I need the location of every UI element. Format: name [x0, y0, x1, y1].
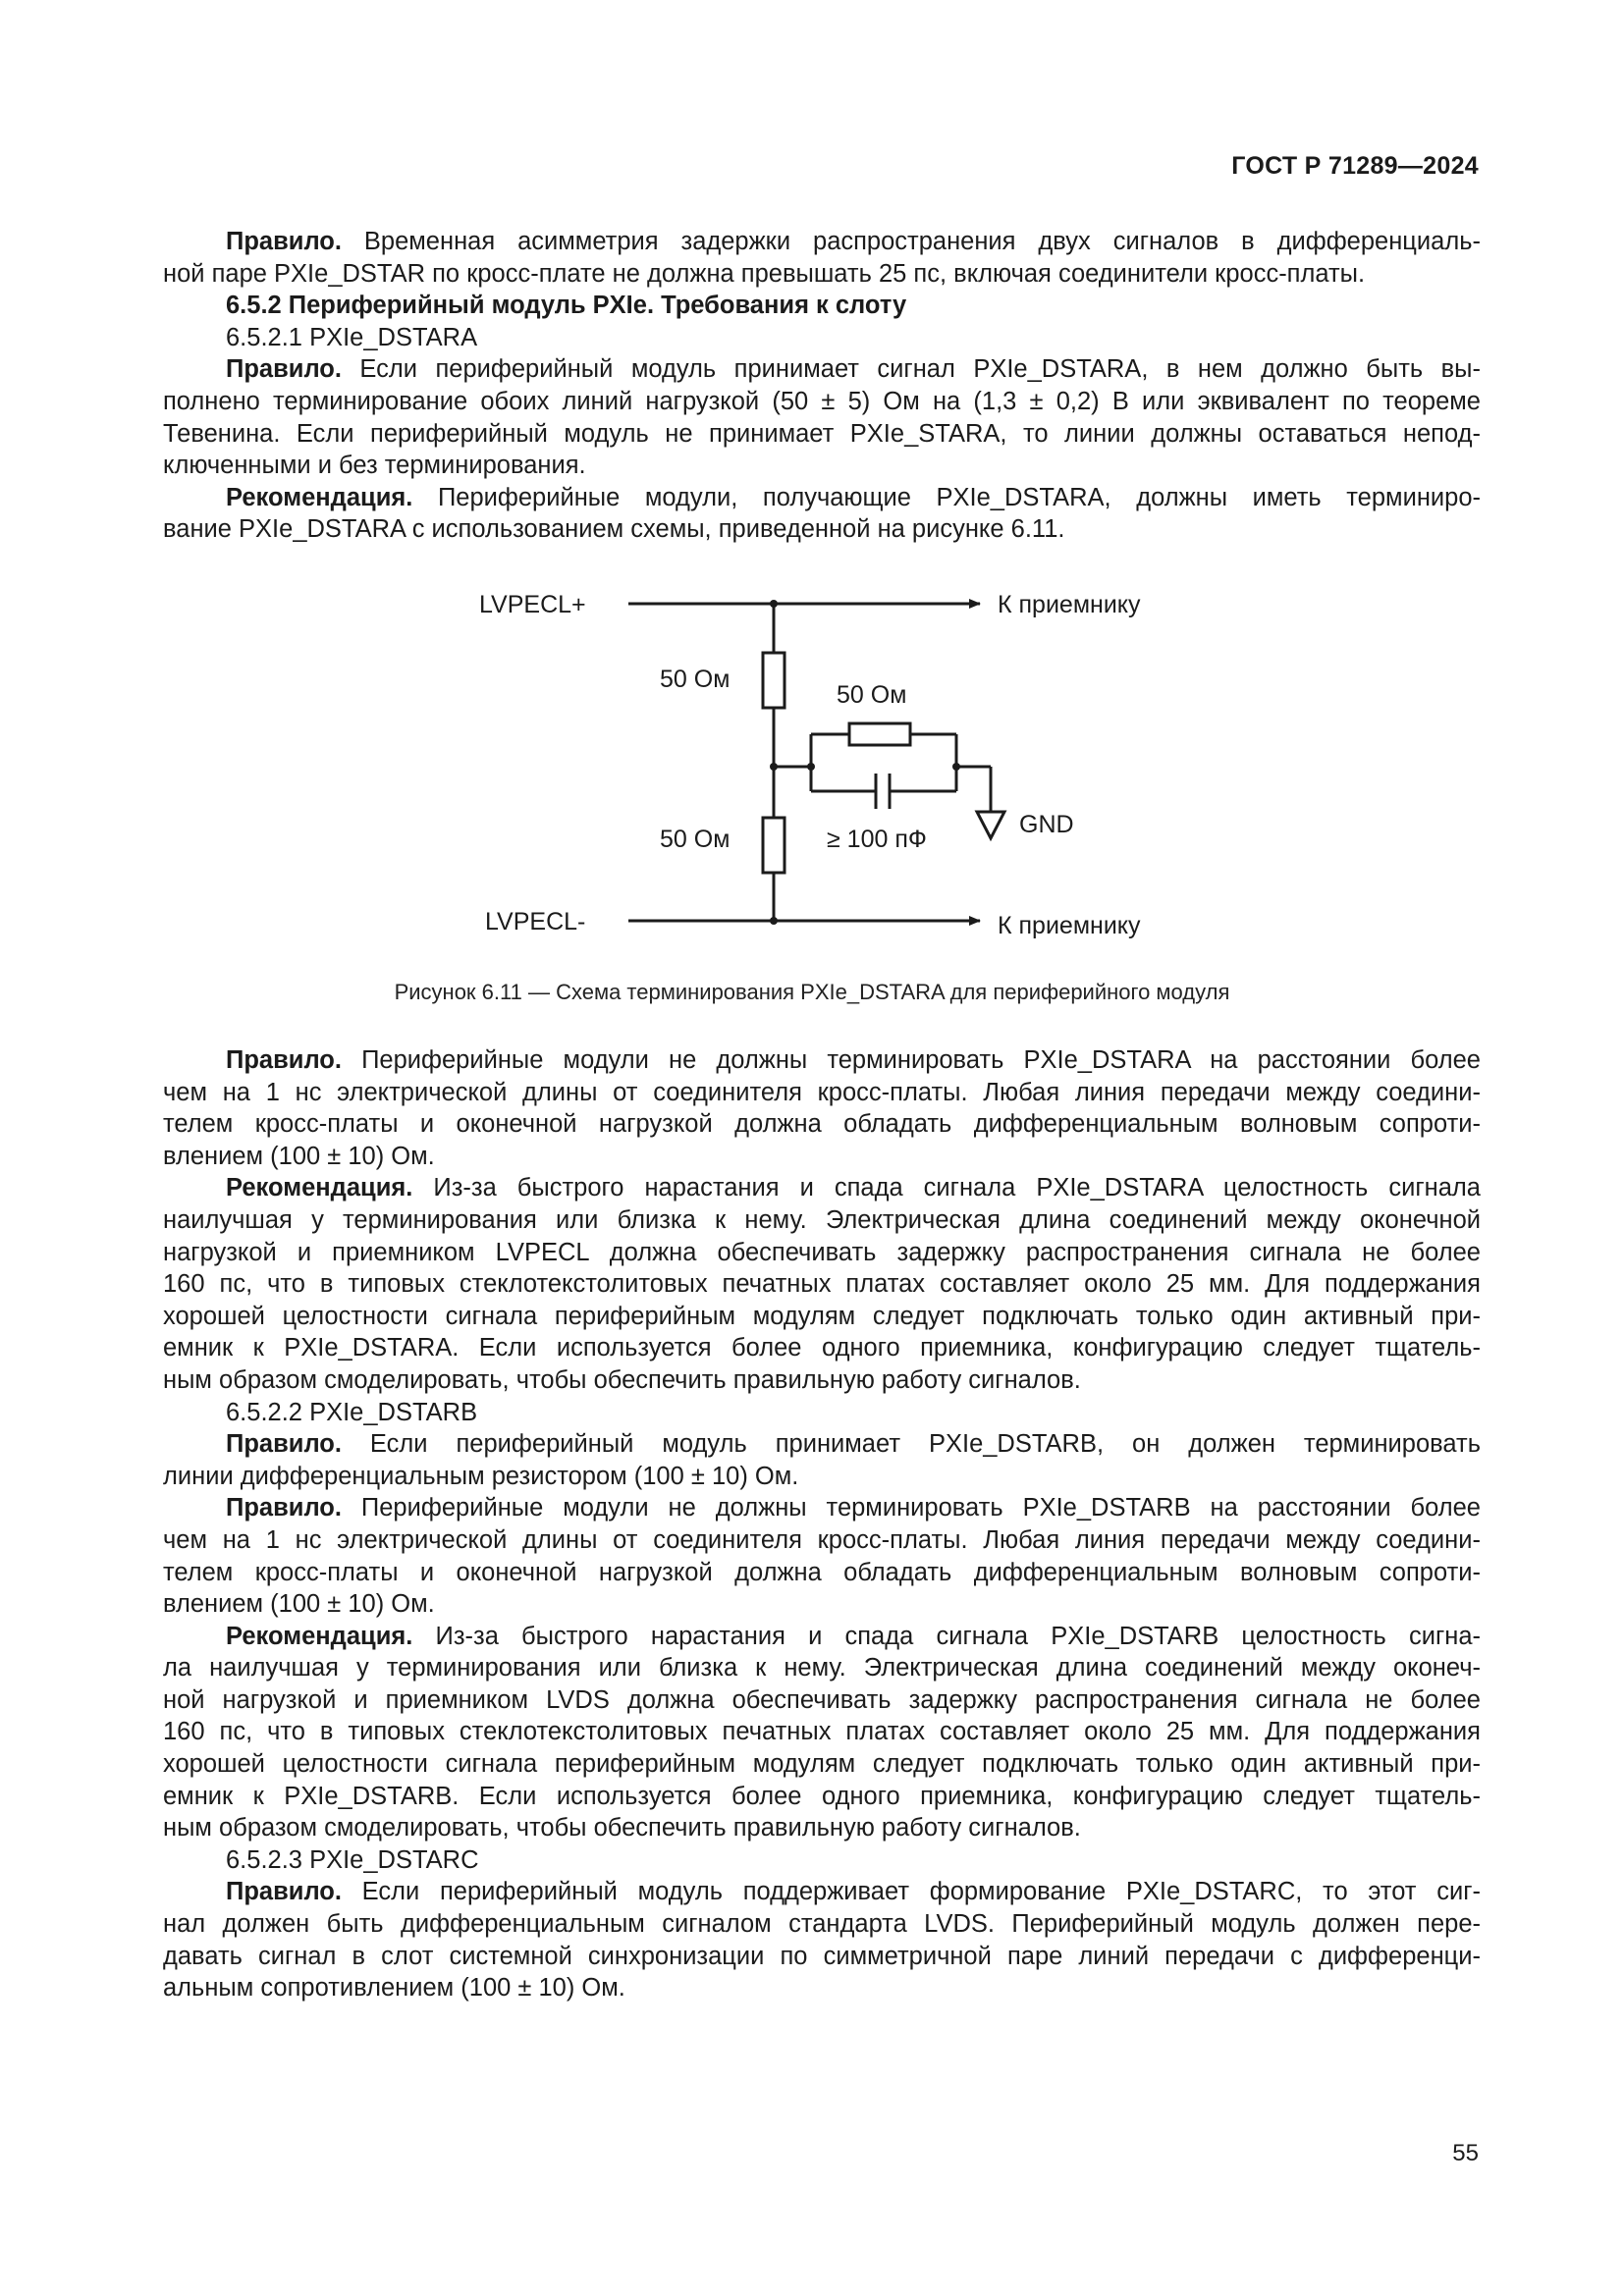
label-to-receiver-bottom: К приемнику	[998, 912, 1141, 939]
paragraph-line: хорошей целостности сигнала периферийным модулям следует подключать только один активный при-	[163, 1750, 1481, 1779]
paragraph-line: емник к PXIe_DSTARB. Если используется более одного приемника, конфигурацию следует тщатель-	[163, 1782, 1481, 1810]
resistor-top	[763, 653, 785, 708]
paragraph-line: телем кросс-платы и оконечной нагрузкой должна обладать дифференциальным волновым сопроти-	[163, 1110, 1481, 1139]
gnd-symbol	[977, 812, 1004, 838]
paragraph-line: Тевенина. Если периферийный модуль не принимает PXIe_STARA, то линии должны оставаться непод-	[163, 419, 1481, 448]
section-heading-6-5-2: 6.5.2 Периферийный модуль PXIe. Требования к слоту	[226, 292, 907, 320]
paragraph-rule-dstara-termination: Правило. Если периферийный модуль принимает сигнал PXIe_DSTARA, в нем должно быть вы-	[226, 355, 1481, 384]
paragraph-line: ной нагрузкой и приемником LVDS должна обеспечивать задержку распространения сигнала не более	[163, 1685, 1481, 1714]
paragraph-line: чем на 1 нс электрической длины от соединителя кросс-платы. Любая линия передачи между соедини-	[163, 1078, 1481, 1106]
junction-left-rail	[807, 763, 815, 771]
resistor-parallel	[849, 723, 910, 745]
paragraph-line: 160 пс, что в типовых стеклотекстолитовых печатных платах составляет около 25 мм. Для поддержания	[163, 1718, 1481, 1746]
rule-label: Правило.	[226, 1494, 342, 1522]
paragraph-line: 160 пс, что в типовых стеклотекстолитовых печатных платах составляет около 25 мм. Для поддержания	[163, 1270, 1481, 1299]
paragraph-rule-dstara-distance: Правило. Периферийные модули не должны терминировать PXIe_DSTARA на расстоянии более	[226, 1046, 1481, 1074]
paragraph-rule-asymmetry: Правило. Временная асимметрия задержки распространения двух сигналов в дифференциаль-	[226, 228, 1481, 255]
paragraph-recommendation-dstara: Рекомендация. Периферийные модули, получающие PXIe_DSTARA, должны иметь терминиро-	[226, 483, 1481, 511]
label-resistor-parallel: 50 Ом	[837, 681, 907, 709]
paragraph-line: ной паре PXIe_DSTAR по кросс-плате не должна превышать 25 пс, включая соединители кросс-платы.	[163, 259, 1366, 288]
paragraph-recommendation-dstarb-integrity: Рекомендация. Из-за быстрого нарастания и спада сигнала PXIe_DSTARB целостность сигна-	[226, 1622, 1481, 1650]
page-number: 55	[1452, 2140, 1479, 2166]
label-lvpecl-minus: LVPECL-	[485, 908, 586, 935]
rule-label: Правило.	[226, 228, 342, 255]
text-block-top	[163, 226, 1481, 546]
label-resistor-bottom: 50 Ом	[660, 826, 731, 853]
resistor-bottom	[763, 818, 785, 873]
junction-top	[770, 600, 778, 608]
subsection-heading-dstara: 6.5.2.1 PXIe_DSTARA	[226, 323, 478, 351]
label-lvpecl-plus: LVPECL+	[479, 591, 586, 618]
rule-label: Правило.	[226, 1430, 342, 1459]
label-gnd: GND	[1019, 811, 1074, 838]
figure-caption: Рисунок 6.11 — Схема терминирования PXIe_DSTARA для периферийного модуля	[394, 980, 1230, 1004]
paragraph-line: вание PXIe_DSTARA с использованием схемы, приведенной на рисунке 6.11.	[163, 515, 1065, 544]
paragraph-line: альным сопротивлением (100 ± 10) Ом.	[163, 1974, 625, 2002]
paragraph-rule-dstarb-termination: Правило. Если периферийный модуль принимает PXIe_DSTARB, он должен терминировать	[226, 1430, 1481, 1459]
paragraph-line: нагрузкой и приемником LVPECL должна обеспечивать задержку распространения сигнала не более	[163, 1238, 1481, 1266]
paragraph-rule-dstarc: Правило. Если периферийный модуль поддерживает формирование PXIe_DSTARC, то этот сиг-	[226, 1878, 1481, 1906]
paragraph-line: ным образом смоделировать, чтобы обеспечить правильную работу сигналов.	[163, 1365, 1081, 1394]
label-capacitor: ≥ 100 пФ	[827, 826, 927, 853]
paragraph-line: хорошей целостности сигнала периферийным модулям следует подключать только один активный при-	[163, 1302, 1481, 1330]
subsection-heading-dstarb: 6.5.2.2 PXIe_DSTARB	[226, 1398, 478, 1426]
paragraph-line: линии дифференциальным резистором (100 ± 10) Ом.	[163, 1462, 799, 1490]
rule-label: Правило.	[226, 1878, 342, 1906]
paragraph-recommendation-dstara-integrity: Рекомендация. Из-за быстрого нарастания и спада сигнала PXIe_DSTARA целостность сигнала	[226, 1174, 1481, 1202]
junction-mid	[770, 763, 778, 771]
recommendation-label: Рекомендация.	[226, 1174, 413, 1202]
label-resistor-top: 50 Ом	[660, 666, 731, 693]
recommendation-label: Рекомендация.	[226, 483, 413, 511]
junction-bottom	[770, 917, 778, 925]
label-to-receiver-top: К приемнику	[998, 591, 1141, 618]
subsection-heading-dstarc: 6.5.2.3 PXIe_DSTARC	[226, 1845, 479, 1874]
paragraph-line: ным образом смоделировать, чтобы обеспечить правильную работу сигналов.	[163, 1814, 1081, 1842]
junction-right-rail	[952, 763, 960, 771]
paragraph-line: телем кросс-платы и оконечной нагрузкой должна обладать дифференциальным волновым сопроти-	[163, 1558, 1481, 1586]
rule-label: Правило.	[226, 1046, 342, 1074]
paragraph-line: чем на 1 нс электрической длины от соединителя кросс-платы. Любая линия передачи между соедини-	[163, 1525, 1481, 1554]
paragraph-line: влением (100 ± 10) Ом.	[163, 1142, 435, 1170]
paragraph-line: емник к PXIe_DSTARA. Если используется более одного приемника, конфигурацию следует тщатель-	[163, 1334, 1481, 1362]
paragraph-line: влением (100 ± 10) Ом.	[163, 1590, 435, 1619]
paragraph-line: наилучшая у терминирования или близка к нему. Электрическая длина соединений между оконечной	[163, 1205, 1481, 1234]
paragraph-rule-dstarb-distance: Правило. Периферийные модули не должны терминировать PXIe_DSTARB на расстоянии более	[226, 1494, 1481, 1522]
paragraph-line: ключенными и без терминирования.	[163, 452, 586, 480]
document-id-header: ГОСТ Р 71289—2024	[1231, 152, 1479, 180]
paragraph-line: нал должен быть дифференциальным сигналом стандарта LVDS. Периферийный модуль должен пере-	[163, 1910, 1481, 1939]
paragraph-line: полнено терминирование обоих линий нагрузкой (50 ± 5) Ом на (1,3 ± 0,2) В или эквивалент по теореме	[163, 387, 1481, 415]
paragraph-line: давать сигнал в слот системной синхронизации по симметричной паре линий передачи с дифференци-	[163, 1942, 1481, 1970]
recommendation-label: Рекомендация.	[226, 1622, 413, 1650]
paragraph-line: ла наилучшая у терминирования или близка к нему. Электрическая длина соединений между оконеч-	[163, 1654, 1481, 1682]
termination-schematic	[452, 569, 1198, 962]
rule-label: Правило.	[226, 355, 342, 384]
text-block-bottom	[163, 1044, 1481, 2004]
